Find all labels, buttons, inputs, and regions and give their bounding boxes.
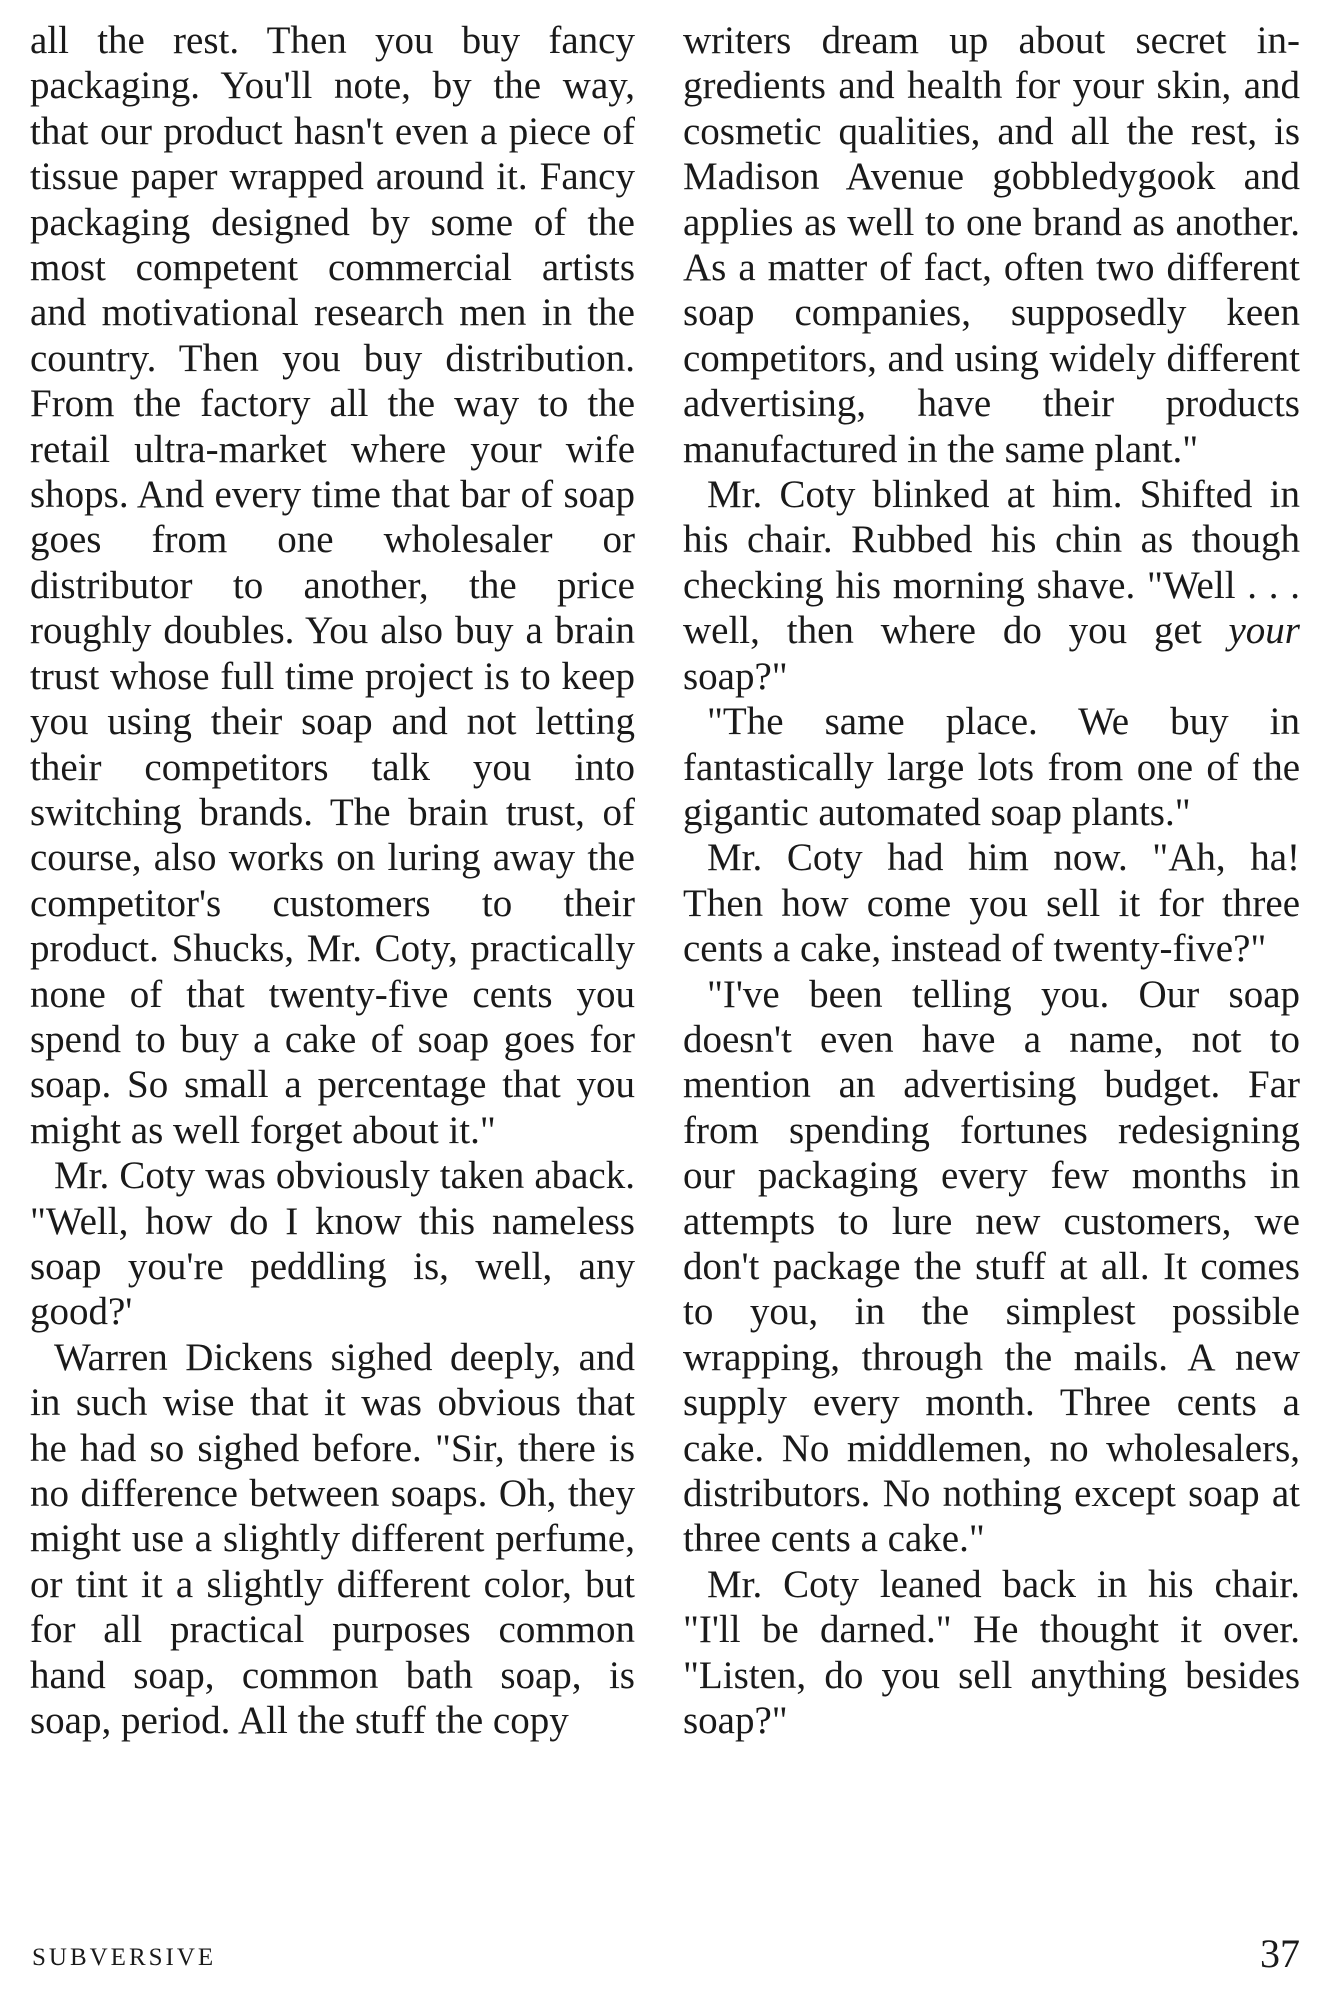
paragraph-text: Mr. Coty leaned back in his chair. "I'll be darned." He thought it over. "Listen, do you sell anything besides soap?" [683,1562,1300,1743]
paragraph-dickens-sighed: Warren Dickens sighed deeply, and in such wise that it was obvious that he had so sighed before. "Sir, there is no difference between soaps. Oh, they might use a slightly different perfume, or tint it a slightly different color, but for all practical purposes common hand soap, common bath soap, is soap, period. All the stuff the copy [30,1335,635,1743]
paragraph-same-place [683,699,1300,835]
paragraph-coty-had-him [683,835,1300,971]
paragraph-text: "The same place. We buy in fantastically large lots from one of the gigantic automated soap plants." [683,700,1300,834]
paragraph-coty-blinked [683,472,1300,699]
paragraph-text: Mr. Coty blinked at him. Shifted in his chair. Rubbed his chin as though checking his morning shave. "Well . . . well, then where do you get [683,473,1300,653]
paragraph-text: writers dream up about secret ingredients and health for your skin, and cosmetic qualities, and all the rest, is Madison Avenue gobbledygook and applies as well to one brand as another. As a matter of fact, often two different soap companies, supposedly keen competitors, and using widely different advertising, have their products manufactured in the same plant." [683,19,1300,471]
emphasis-your: your [1228,609,1300,653]
left-text-column [30,18,635,1743]
paragraph-continued: all the rest. Then you buy fancy packaging. You'll note, by the way, that our product hasn't even a piece of tissue paper wrapped around it. Fancy packaging designed by some of the most competent commercial artists and motivational research men in the country. Then you buy distribution. From the factory all the way to the retail ultra-market where your wife shops. And every time that bar of soap goes from one wholesaler or distributor to another, the price roughly doubles. You also buy a brain trust whose full time project is to keep you using their soap and not letting their competitors talk you into switching brands. The brain trust, of course, also works on luring away the competitor's customers to their product. Shucks, Mr. Coty, practically none of that twenty-five cents you spend to buy a cake of soap goes for soap. So small a percentage that you might as well forget about it." [30,19,635,1152]
paragraph-text: Mr. Coty had him now. "Ah, ha! Then how come you sell it for three cents a cake, instead of twenty-five?" [683,836,1300,971]
page-footer [32,1930,1300,1980]
running-title: SUBVERSIVE [32,1944,217,1971]
page-number: 37 [1260,1931,1300,1976]
right-text-column [683,18,1300,1743]
paragraph-text-after: soap?" [683,654,788,698]
paragraph-coty-taken-aback: Mr. Coty was obviously taken aback. "Well, how do I know this nameless soap you're peddling is, well, any good?' [30,1154,635,1334]
paragraph-text: "I've been telling you. Our soap doesn't even have a name, not to mention an advertising budget. Far from spending fortunes redesigning our packaging every few months in attempts to lure new customers, we don't package the stuff at all. It comes to you, in the simplest possible wrapping, through the mails. A new supply every month. Three cents a cake. No middlemen, no wholesalers, distributors. No nothing except soap at three cents a cake." [683,972,1300,1561]
paragraph-coty-leaned-back [683,1562,1300,1744]
paragraph-been-telling-you [683,972,1300,1562]
paragraph-copywriters [683,18,1300,472]
